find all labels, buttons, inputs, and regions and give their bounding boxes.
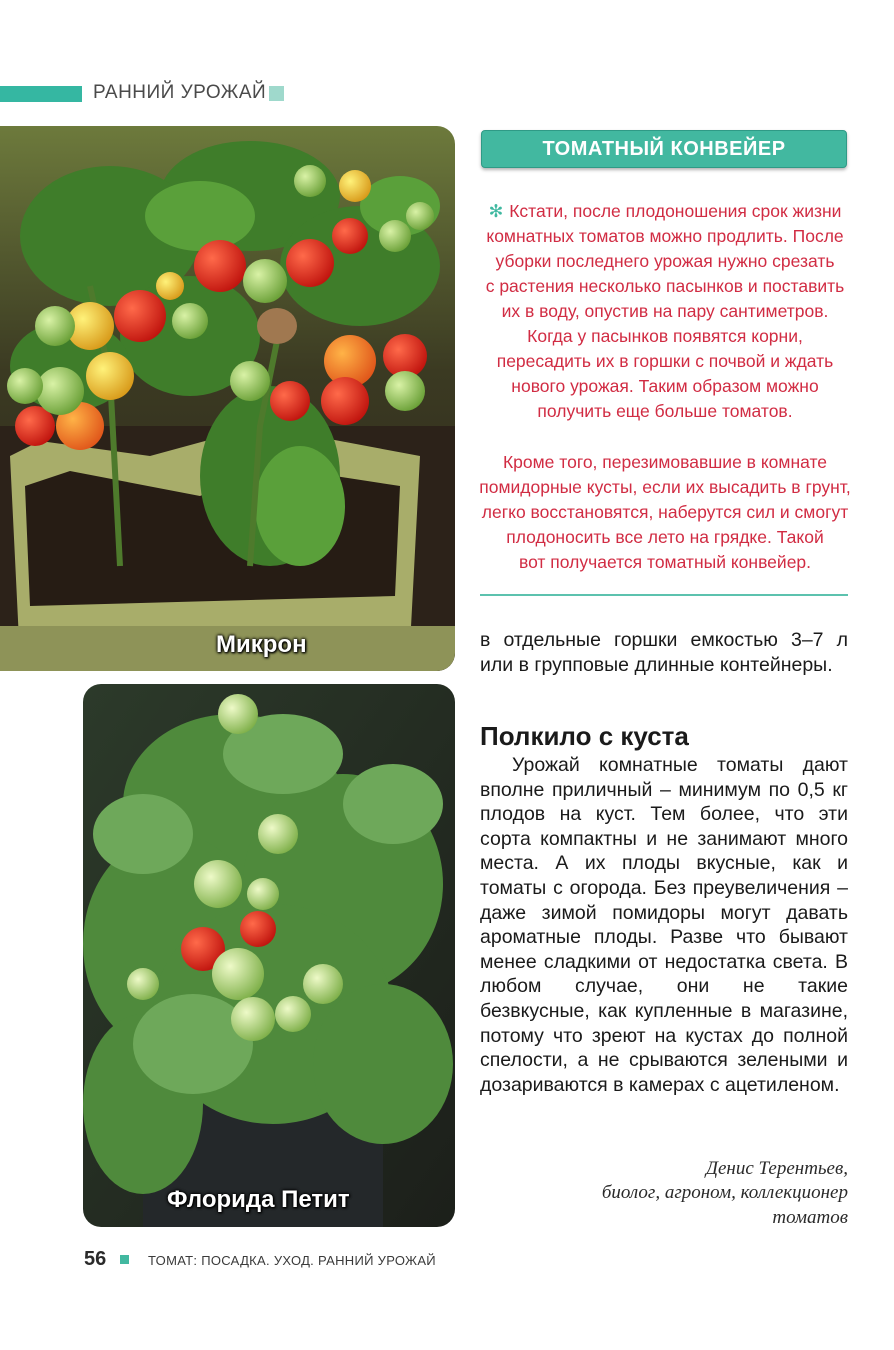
- book-title: ТОМАТ: ПОСАДКА. УХОД. РАННИЙ УРОЖАЙ: [148, 1253, 436, 1268]
- sidebar-divider: [480, 594, 848, 596]
- page-number: 56: [84, 1248, 107, 1270]
- author-role: биолог, агроном, коллекционер: [601, 1182, 848, 1203]
- author-role-continued: томатов: [772, 1207, 848, 1228]
- sidebar-paragraph-1: ✻ Кстати, после плодоношения срок жизни комнатных томатов можно продлить. После уборки последнего урожая нужно срезать с растения несколько пасынков и поставить их в воду, опустив на пару сантиметров. Когда у пасынков появятся корни, пересадить их в горшки с почвой и ждать нового урожая. Таким образом можно получить еще больше томатов.: [485, 201, 845, 421]
- article-heading: Полкило с куста: [480, 721, 689, 751]
- sidebar-paragraph-2: Кроме того, перезимовавшие в комнате помидорные кусты, если их высадить в грунт, легко восстановятся, наберутся сил и смогут плодоносить все лето на грядке. Такой вот получается томатный конвейер.: [479, 452, 851, 572]
- header-accent-bar: [0, 86, 82, 102]
- snowflake-bullet-icon: ✻: [488, 201, 504, 221]
- article-paragraph: Урожай комнатные томаты дают вполне приличный – минимум по 0,5 кг плодов на куст. Тем более, что эти сорта компактны и не занимают много места. А их плоды вкусные, как и томаты с огорода. Без преувеличения – даже зимой помидоры могут давать ароматные плоды. Разве что бывают менее сладкими от недостатка света. В любом случае, они не такие безвкусные, как купленные в магазине, потому что зреют на кустах до полной спелости, а не срываются зелеными и дозариваются в камерах с ацетиленом.: [480, 754, 848, 1096]
- photo-caption-florida-petit: Флорида Петит: [167, 1186, 350, 1213]
- photo-florida-petit: [83, 684, 455, 1227]
- photo-mikron: [0, 126, 455, 671]
- author-name: Денис Терентьев,: [705, 1158, 848, 1179]
- sidebar-title: ТОМАТНЫЙ КОНВЕЙЕР: [481, 130, 847, 168]
- article-continuation: в отдельные горшки емкостью 3–7 л или в групповые длинные контейнеры.: [480, 629, 848, 676]
- section-header: РАННИЙ УРОЖАЙ: [93, 82, 267, 103]
- header-accent-square: [269, 86, 284, 101]
- footer-accent-square: [120, 1255, 129, 1264]
- photo-caption-mikron: Микрон: [216, 631, 307, 658]
